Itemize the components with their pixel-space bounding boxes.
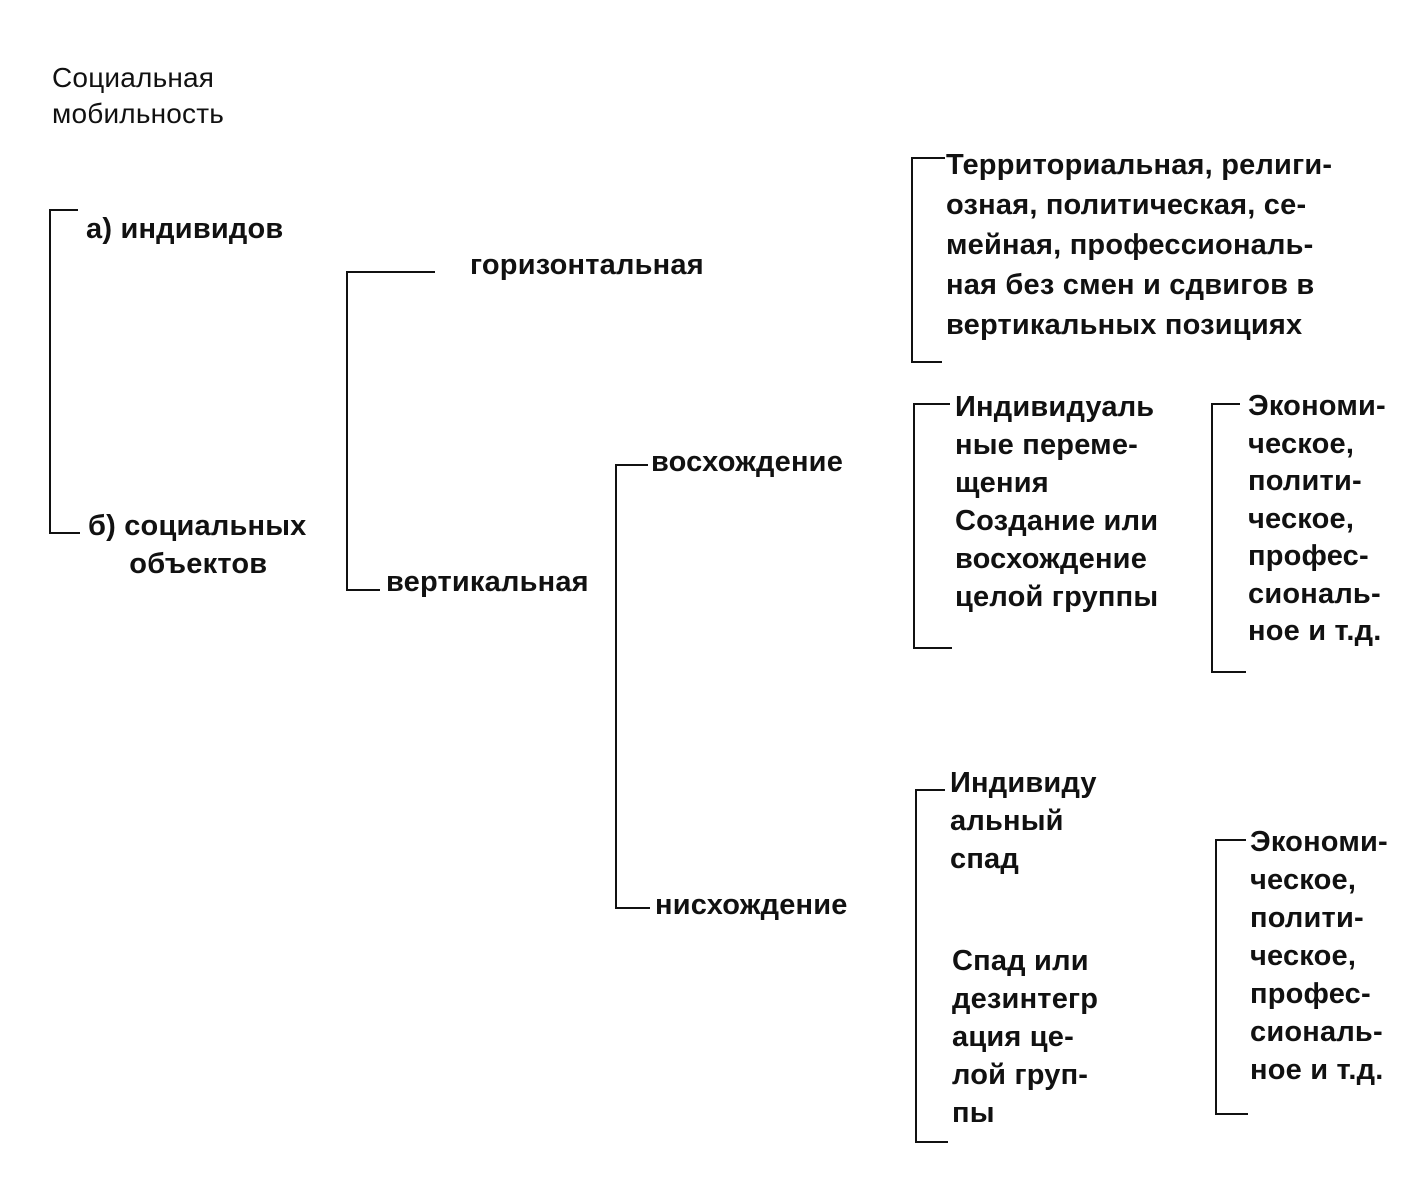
descent-spheres: Экономи- ческое, полити- ческое, профес- сиональ- ное и т.д. bbox=[1250, 826, 1388, 1086]
subject-social-objects: б) социальных объектов bbox=[88, 510, 307, 580]
direction-ascent: восхождение bbox=[651, 446, 844, 478]
descent-desc-bracket bbox=[916, 790, 948, 1142]
ascent-spheres-bracket bbox=[1212, 404, 1246, 672]
ascent-desc-bracket bbox=[914, 404, 952, 648]
type-vertical: вертикальная bbox=[386, 566, 589, 598]
horizontal-description: Территориальная, религи- озная, политическая, се- мейная, профессиональ- ная без смен и сдвигов в вертикальных позициях bbox=[946, 149, 1333, 341]
ascent-spheres: Экономи- ческое, полити- ческое, профес- сиональ- ное и т.д. bbox=[1248, 390, 1386, 647]
types-bracket bbox=[347, 272, 435, 590]
subjects-bracket bbox=[50, 210, 80, 533]
diagram-title: Социальная мобильность bbox=[52, 62, 225, 129]
descent-individual: Индивиду альный спад bbox=[950, 767, 1097, 875]
directions-bracket bbox=[616, 465, 650, 908]
horizontal-desc-bracket bbox=[912, 158, 945, 362]
descent-group: Спад или дезинтегр ация це- лой груп- пы bbox=[952, 945, 1099, 1129]
ascent-description: Индивидуаль ные переме- щения Создание или восхождение целой группы bbox=[955, 391, 1159, 613]
type-horizontal: горизонтальная bbox=[470, 249, 704, 281]
descent-spheres-bracket bbox=[1216, 840, 1248, 1114]
subject-individuals: а) индивидов bbox=[86, 213, 284, 245]
direction-descent: нисхождение bbox=[655, 889, 848, 921]
